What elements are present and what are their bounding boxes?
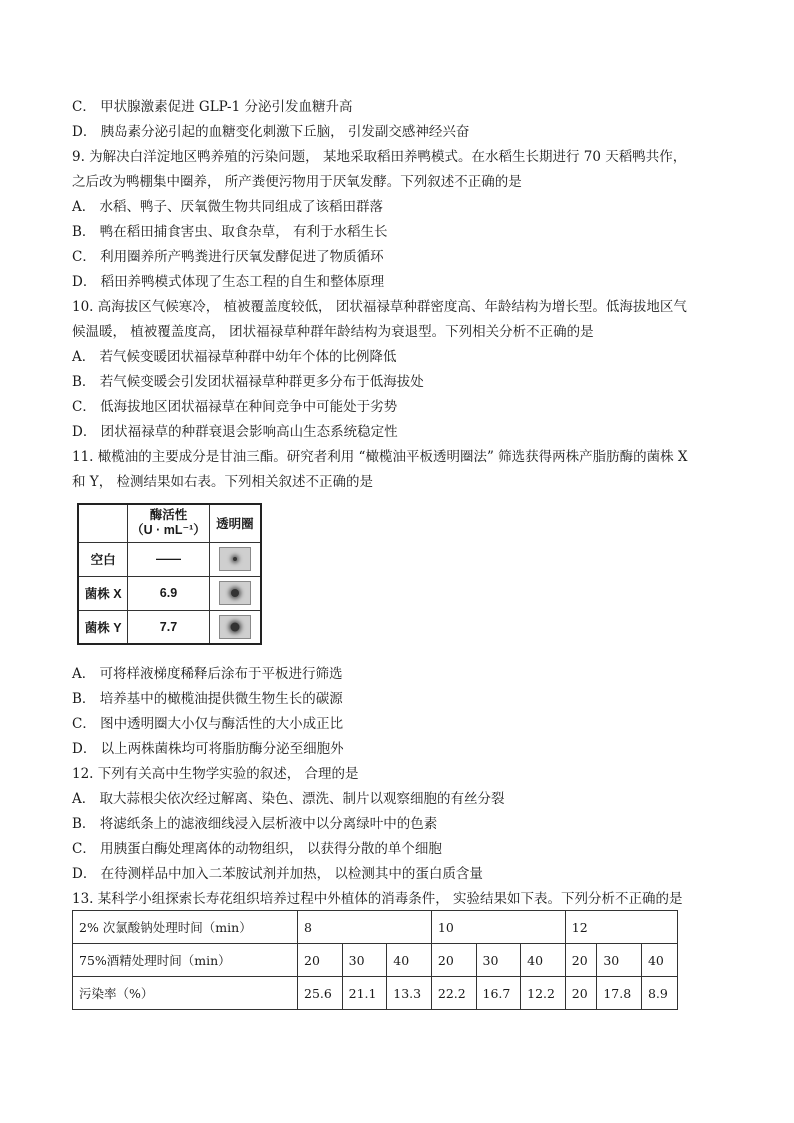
table11-row-activity: 6.9 xyxy=(128,576,209,610)
table13-group-8: 8 xyxy=(298,911,432,944)
text-line: C． 利用圈养所产鸭粪进行厌氧发酵促进了物质循环 xyxy=(72,249,384,265)
table13-group-10: 10 xyxy=(431,911,565,944)
text-line: D． 以上两株菌株均可将脂肪酶分泌至细胞外 xyxy=(72,741,344,757)
table13-cell: 12.2 xyxy=(521,977,566,1010)
table13-cell: 8.9 xyxy=(641,977,677,1010)
table13-cell: 13.3 xyxy=(387,977,432,1010)
text-line: 13. 某科学小组探索长寿花组织培养过程中外植体的消毒条件， 实验结果如下表。下列分析不正确的是 xyxy=(72,891,683,907)
table13-cell: 30 xyxy=(476,944,521,977)
text-line: B． 将滤纸条上的滤液细线浸入层析液中以分离绿叶中的色素 xyxy=(72,816,438,832)
table13-cell: 16.7 xyxy=(476,977,521,1010)
table11-row-label: 菌株 Y xyxy=(78,610,128,644)
text-line: D． 胰岛素分泌引起的血糖变化刺激下丘脑， 引发副交感神经兴奋 xyxy=(72,124,470,140)
text-line: A． 水稻、鸭子、厌氧微生物共同组成了该稻田群落 xyxy=(72,199,384,215)
colony-spot xyxy=(233,557,237,561)
table13-cell: 30 xyxy=(597,944,642,977)
table13-cell: 20 xyxy=(565,977,597,1010)
table13-group-12: 12 xyxy=(565,911,677,944)
table13-row3-label: 污染率（%） xyxy=(73,977,298,1010)
text-line: 12. 下列有关高中生物学实验的叙述， 合理的是 xyxy=(72,766,359,782)
text-line: A． 若气候变暖团状福禄草种群中幼年个体的比例降低 xyxy=(72,349,397,365)
table13-cell: 22.2 xyxy=(431,977,476,1010)
colony-spot xyxy=(230,622,239,631)
text-line: A． 取大蒜根尖依次经过解离、染色、漂洗、制片以观察细胞的有丝分裂 xyxy=(72,791,505,807)
table11-row-activity: —— xyxy=(128,542,209,576)
activity-unit: （U · mL⁻¹） xyxy=(131,523,206,538)
colony-spot xyxy=(231,589,239,597)
text-line: D． 团状福禄草的种群衰退会影响高山生态系统稳定性 xyxy=(72,424,398,440)
table13-cell: 40 xyxy=(387,944,432,977)
table13-cell: 20 xyxy=(298,944,343,977)
table13-cell: 40 xyxy=(521,944,566,977)
table13-cell: 25.6 xyxy=(298,977,343,1010)
table11-row-activity: 7.7 xyxy=(128,610,209,644)
text-line: B． 若气候变暖会引发团状福禄草种群更多分布于低海拔处 xyxy=(72,374,424,390)
table11-header-circle: 透明圈 xyxy=(209,504,261,542)
text-line: D． 稻田养鸭模式体现了生态工程的自生和整体原理 xyxy=(72,274,385,290)
table13-cell: 17.8 xyxy=(597,977,642,1010)
text-line: 和 Y， 检测结果如右表。下列相关叙述不正确的是 xyxy=(72,474,373,490)
table13-cell: 21.1 xyxy=(342,977,387,1010)
petri-dish-blank xyxy=(219,547,251,571)
activity-label: 酶活性 xyxy=(149,508,188,523)
text-line: B． 培养基中的橄榄油提供微生物生长的碳源 xyxy=(72,691,343,707)
text-line: 候温暖， 植被覆盖度高， 团状福禄草种群年龄结构为衰退型。下列相关分析不正确的是 xyxy=(72,324,594,340)
table11-corner xyxy=(78,504,128,542)
text-line: B． 鸭在稻田捕食害虫、取食杂草， 有利于水稻生长 xyxy=(72,224,388,240)
table11-row-label: 空白 xyxy=(78,542,128,576)
table11-dish-cell xyxy=(209,576,261,610)
text-line: 9. 为解决白洋淀地区鸭养殖的污染问题， 某地采取稻田养鸭模式。在水稻生长期进行 70 天稻鸭共作， xyxy=(72,149,687,165)
table-sterilization xyxy=(72,910,678,1010)
text-line: 10. 高海拔区气候寒冷， 植被覆盖度较低， 团状福禄草种群密度高、年龄结构为增长型。低海拔地区气 xyxy=(72,299,687,315)
table11-header-activity xyxy=(128,504,209,542)
petri-dish-y xyxy=(219,615,251,639)
text-line: C． 用胰蛋白酶处理离体的动物组织， 以获得分散的单个细胞 xyxy=(72,841,442,857)
text-line: 之后改为鸭棚集中圈养， 所产粪便污物用于厌氧发酵。下列叙述不正确的是 xyxy=(72,174,522,190)
table11-dish-cell xyxy=(209,542,261,576)
table13-row2-label: 75%酒精处理时间（min） xyxy=(73,944,298,977)
petri-dish-x xyxy=(219,581,251,605)
text-line: D． 在待测样品中加入二苯胺试剂并加热， 以检测其中的蛋白质含量 xyxy=(72,866,483,882)
table13-cell: 20 xyxy=(565,944,597,977)
table13-cell: 40 xyxy=(641,944,677,977)
text-line: 11. 橄榄油的主要成分是甘油三酯。研究者利用 “橄榄油平板透明圈法” 筛选获得两株产脂肪酶的菌株 X xyxy=(72,449,688,465)
table11-row-label: 菌株 X xyxy=(78,576,128,610)
table11-dish-cell xyxy=(209,610,261,644)
table-enzyme-activity xyxy=(77,503,262,645)
table13-cell: 30 xyxy=(342,944,387,977)
table13-cell: 20 xyxy=(431,944,476,977)
text-line: C． 低海拔地区团状福禄草在种间竞争中可能处于劣势 xyxy=(72,399,398,415)
text-line: A． 可将样液梯度稀释后涂布于平板进行筛选 xyxy=(72,666,343,682)
table13-row1-label: 2% 次氯酸钠处理时间（min） xyxy=(73,911,298,944)
text-line: C． 图中透明圈大小仅与酶活性的大小成正比 xyxy=(72,716,344,732)
text-line: C． 甲状腺激素促进 GLP-1 分泌引发血糖升高 xyxy=(72,99,353,115)
